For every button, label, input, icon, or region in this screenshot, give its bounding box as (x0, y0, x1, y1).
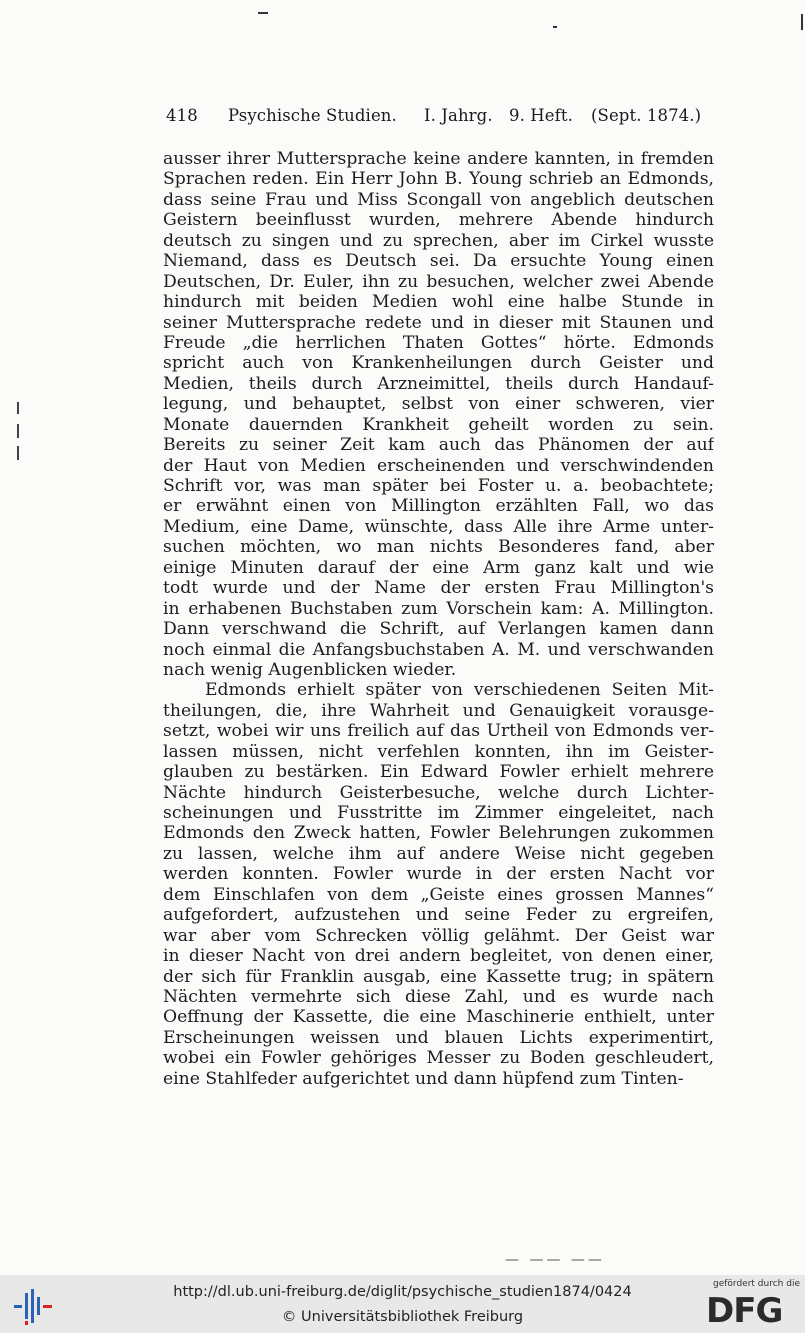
text-line: der sich für Franklin ausgab, eine Kassette trug; in spätern (163, 966, 714, 987)
text-line: Geistern beeinflusst wurden, mehrere Abende hindurch (163, 210, 714, 231)
text-line: dem Einschlafen von dem „Geiste eines grossen Mannes“ (163, 884, 714, 905)
text-line: Sprachen reden. Ein Herr John B. Young schrieb an Edmonds, (163, 169, 714, 190)
text-line: er erwähnt einen von Millington erzählten Fall, wo das (163, 496, 714, 517)
text-line: setzt, wobei wir uns freilich auf das Urtheil von Edmonds ver- (163, 721, 714, 742)
text-line: todt wurde und der Name der ersten Frau Millington's (163, 578, 714, 599)
text-line: nach wenig Augenblicken wieder. (163, 659, 457, 680)
text-line: einige Minuten darauf der eine Arm ganz kalt und wie (163, 557, 714, 578)
text-line: seiner Muttersprache redete und in dieser mit Staunen und (163, 312, 714, 333)
text-line: in dieser Nacht von drei andern begleitet, von denen einer, (163, 946, 714, 967)
text-line: wobei ein Fowler gehöriges Messer zu Boden geschleudert, (163, 1048, 714, 1069)
body-text (163, 149, 714, 1089)
margin-mark (17, 446, 19, 460)
text-line: legung, und behauptet, selbst von einer schweren, vier (163, 394, 714, 415)
text-line: Nächten vermehrte sich diese Zahl, und es wurde nach (163, 986, 714, 1007)
text-line: Freude „die herrlichen Thaten Gottes“ hörte. Edmonds (163, 332, 714, 353)
issue: 9. Heft. (509, 106, 573, 125)
scan-speck (801, 14, 803, 30)
document-url[interactable]: http://dl.ub.uni-freiburg.de/diglit/psychische_studien1874/0424 (173, 1284, 632, 1300)
text-line: war aber vom Schrecken völlig gelähmt. Der Geist war (163, 925, 714, 946)
text-line: Monate dauernden Krankheit geheilt worden zu sein. (163, 414, 714, 435)
text-line: noch einmal die Anfangsbuchstaben A. M. und verschwanden (163, 639, 714, 660)
text-line: glauben zu bestärken. Ein Edward Fowler erhielt mehrere (163, 762, 714, 783)
text-line: zu lassen, welche ihm auf andere Weise nicht gegeben (163, 843, 714, 864)
text-line: suchen möchten, wo man nichts Besonderes fand, aber (163, 537, 714, 558)
text-line: Medium, eine Dame, wünschte, dass Alle ihre Arme unter- (163, 516, 714, 537)
text-line: in erhabenen Buchstaben zum Vorschein kam: A. Millington. (163, 598, 714, 619)
text-line: theilungen, die, ihre Wahrheit und Genauigkeit vorausge- (163, 700, 714, 721)
scan-speck (553, 26, 557, 28)
text-line: Medien, theils durch Arzneimittel, theils durch Handauf- (163, 373, 714, 394)
text-line: deutsch zu singen und zu sprechen, aber im Cirkel wusste (163, 230, 714, 251)
sponsor-note: gefördert durch die (713, 1279, 800, 1289)
text-line: Deutschen, Dr. Euler, ihn zu besuchen, welcher zwei Abende (163, 271, 714, 292)
text-line: Schrift vor, was man später bei Foster u. a. beobachtete; (163, 476, 714, 496)
margin-mark (17, 402, 19, 414)
text-line: dass seine Frau und Miss Scongall von angeblich deutschen (163, 189, 714, 210)
dfg-logo (706, 1279, 800, 1329)
text-line: ausser ihrer Muttersprache keine andere kannten, in fremden (163, 149, 714, 169)
text-line: Niemand, dass es Deutsch sei. Da ersuchte Young einen (163, 251, 714, 272)
text-line: hindurch mit beiden Medien wohl eine halbe Stunde in (163, 292, 714, 313)
text-line: der Haut von Medien erscheinenden und verschwindenden (163, 455, 714, 476)
page-number: 418 (166, 106, 198, 125)
volume: I. Jahrg. (424, 106, 493, 125)
journal-title: Psychische Studien. (228, 106, 397, 125)
date: (Sept. 1874.) (591, 106, 702, 125)
text-line: Bereits zu seiner Zeit kam auch das Phänomen der auf (163, 435, 714, 456)
text-line: Dann verschwand die Schrift, auf Verlangen kamen dann (163, 619, 714, 640)
text-line: werden konnten. Fowler wurde in der ersten Nacht vor (163, 864, 714, 885)
text-line: eine Stahlfeder aufgerichtet und dann hüpfend zum Tinten- (163, 1068, 684, 1089)
text-line: lassen müssen, nicht verfehlen konnten, ihn im Geister- (163, 741, 714, 762)
text-line: Erscheinungen weissen und blauen Lichts experimentirt, (163, 1027, 714, 1048)
page-dashes: — —— —— (505, 1252, 605, 1268)
running-header (166, 106, 714, 130)
text-line: aufgefordert, aufzustehen und seine Feder zu ergreifen, (163, 905, 714, 926)
copyright: © Universitätsbibliothek Freiburg (281, 1309, 524, 1325)
scan-speck (258, 12, 268, 14)
margin-mark (17, 424, 19, 438)
text-line: Oeffnung der Kassette, die eine Maschinerie enthielt, unter (163, 1007, 714, 1028)
text-line: spricht auch von Krankenheilungen durch Geister und (163, 353, 714, 374)
text-line: scheinungen und Fusstritte im Zimmer eingeleitet, nach (163, 803, 714, 823)
footer-bar (0, 1275, 805, 1333)
dfg-logo-text: DFG (706, 1291, 783, 1331)
text-line: Nächte hindurch Geisterbesuche, welche durch Lichter- (163, 782, 714, 803)
text-line: Edmonds erhielt später von verschiedenen Seiten Mit- (205, 680, 714, 701)
text-line: Edmonds den Zweck hatten, Fowler Belehrungen zukommen (163, 823, 714, 844)
